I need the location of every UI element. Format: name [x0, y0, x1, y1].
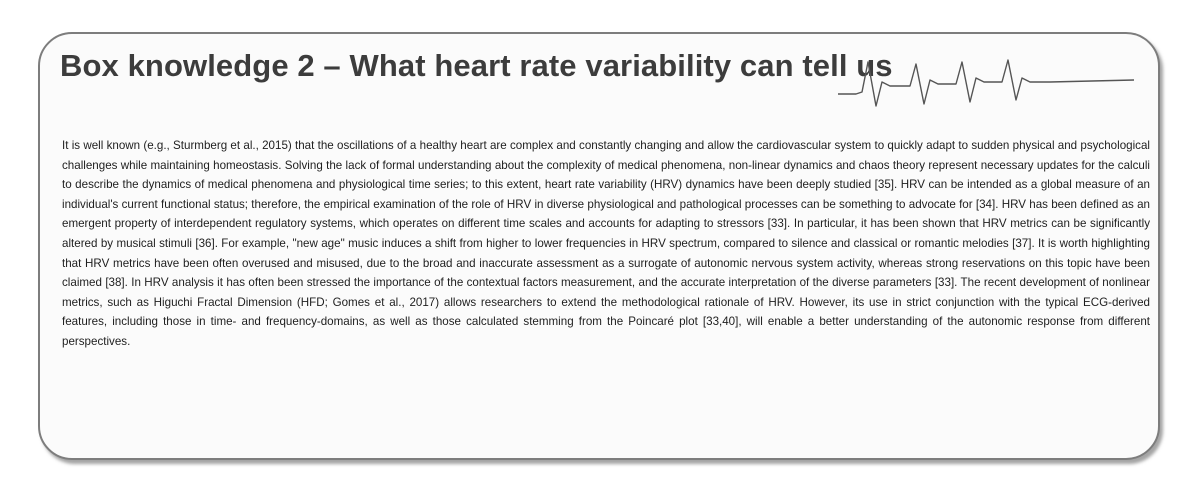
box-body-text: It is well known (e.g., Sturmberg et al., 2015) that the oscillations of a healthy heart are complex and constantly changing and allow the cardiovascular system to quickly adapt to sudden physical and psychological challenges while maintaining homeostasis. Solving the lack of formal understanding about the complexity of medical phenomena, non-linear dynamics and chaos theory represent necessary updates for the calculi to describe the dynamics of medical phenomena and physiological time series; to this extent, heart rate variability (HRV) dynamics have been deeply studied [35]. HRV can be intended as a global measure of an individual's current functional status; therefore, the empirical examination of the role of HRV in diverse physiological and pathological processes can be something to advocate for [34]. HRV has been defined as an emergent property of interdependent regulatory systems, which operates on different time scales and accounts for adapting to stressors [33]. In particular, it has been shown that HRV metrics can be significantly altered by musical stimuli [36]. For example, "new age" music induces a shift from higher to lower frequencies in HRV spectrum, compared to silence and classical or romantic melodies [37]. It is worth highlighting that HRV metrics have been often overused and misused, due to the broad and inaccurate assessment as a surrogate of autonomic nervous system activity, whereas strong reservations on this topic have been claimed [38]. In HRV analysis it has often been stressed the importance of the contextual factors measurement, and the accurate interpretation of the diverse parameters [33]. The recent development of nonlinear metrics, such as Higuchi Fractal Dimension (HFD; Gomes et al., 2017) allows researchers to extend the methodological rationale of HRV. However, its use in strict conjunction with the typical ECG-derived features, including those in time- and frequency-domains, as well as those calculated stemming from the Poincaré plot [33,40], will enable a better understanding of the autonomic response from different perspectives. [62, 139, 1150, 348]
box-title: Box knowledge 2 – What heart rate variability can tell us [60, 48, 893, 83]
ecg-heartbeat-icon [838, 56, 1138, 112]
